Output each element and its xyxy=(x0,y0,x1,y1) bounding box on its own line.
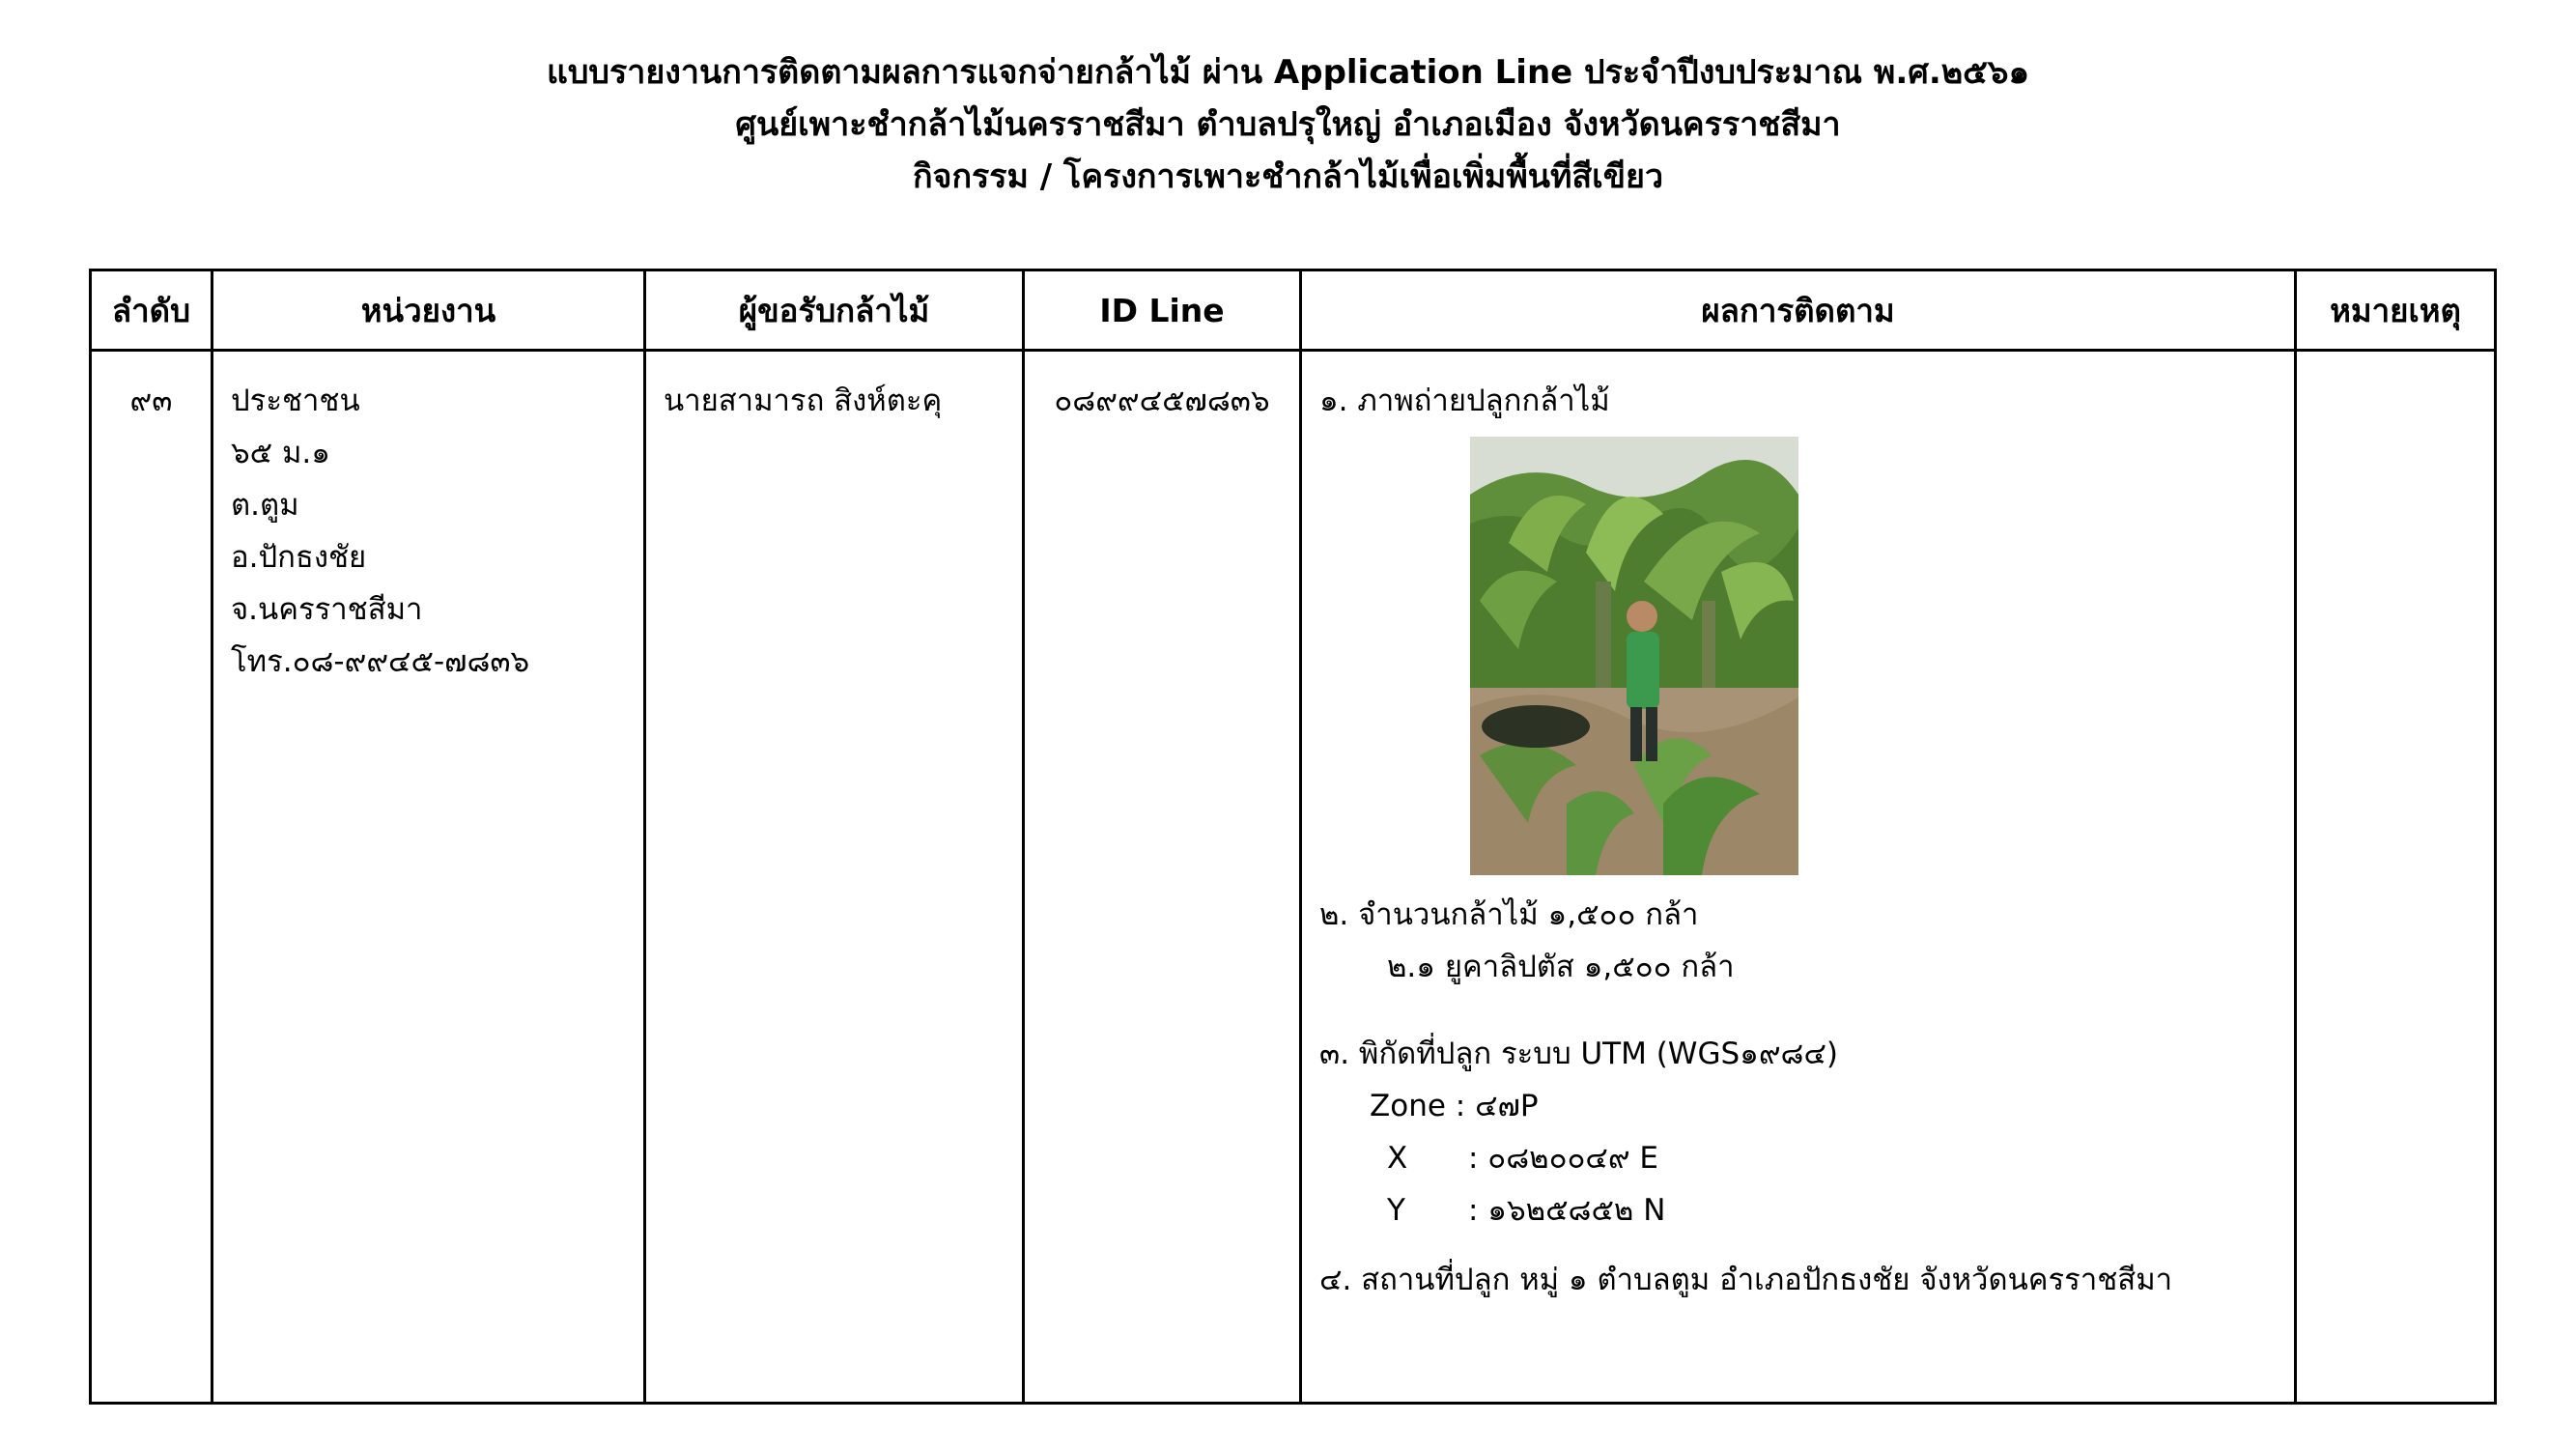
report-header xyxy=(0,46,2576,203)
cell-result xyxy=(1301,351,2296,1404)
table-header-row xyxy=(91,270,2496,351)
result-utm-zone: Zone : ๔๗P xyxy=(1370,1089,1539,1123)
result-item-location: ๔. สถานที่ปลูก หมู่ ๑ ตำบลตูม อำเภอปักธงชัย จังหวัดนครราชสีมา xyxy=(1319,1263,2173,1297)
col-header-id-line: ID Line xyxy=(1024,270,1301,351)
col-header-result: ผลการติดตาม xyxy=(1301,270,2296,351)
result-item-coordinates: ๓. พิกัดที่ปลูก ระบบ UTM (WGS๑๙๘๔) xyxy=(1319,1037,1839,1071)
cell-remark xyxy=(2296,351,2496,1404)
report-center-name: ศูนย์เพาะชำกล้าไม้นครราชสีมา ตำบลปรุใหญ่ อำเภอเมือง จังหวัดนครราชสีมา xyxy=(735,105,1841,144)
utm-x-value: : ๐๘๒๐๐๔๙ E xyxy=(1468,1141,1659,1176)
col-header-order: ลำดับ xyxy=(91,270,212,351)
report-title: แบบรายงานการติดตามผลการแจกจ่ายกล้าไม้ ผ่าน Application Line ประจำปีงบประมาณ พ.ศ.๒๕๖๑ xyxy=(546,53,2030,92)
col-header-unit: หน่วยงาน xyxy=(212,270,645,351)
table-row xyxy=(91,351,2496,1404)
unit-line: จ.นครราชสีมา xyxy=(231,592,423,627)
planting-photo xyxy=(1470,437,1798,875)
utm-x-label: X xyxy=(1387,1141,1408,1176)
result-utm-y xyxy=(1319,1184,2277,1236)
result-item-seedling-count: ๒. จำนวนกล้าไม้ ๑,๕๐๐ กล้า xyxy=(1319,897,1699,932)
cell-unit xyxy=(212,351,645,1404)
unit-line: ๖๕ ม.๑ xyxy=(231,436,330,470)
result-item-photo-label: ๑. ภาพถ่ายปลูกกล้าไม้ xyxy=(1319,384,1610,418)
report-activity: กิจกรรม / โครงการเพาะชำกล้าไม้เพื่อเพิ่มพื้นที่สีเขียว xyxy=(912,157,1664,196)
cell-order: ๙๓ xyxy=(91,351,212,1404)
report-table xyxy=(89,269,2497,1405)
result-item-species: ๒.๑ ยูคาลิปตัส ๑,๕๐๐ กล้า xyxy=(1387,950,1735,984)
utm-y-value: : ๑๖๒๕๘๕๒ N xyxy=(1468,1193,1666,1228)
unit-line: อ.ปักธงชัย xyxy=(231,540,367,575)
unit-line: ต.ตูม xyxy=(231,488,299,523)
col-header-recipient: ผู้ขอรับกล้าไม้ xyxy=(645,270,1024,351)
unit-line: ประชาชน xyxy=(231,384,360,418)
cell-recipient: นายสามารถ สิงห์ตะคุ xyxy=(645,351,1024,1404)
col-header-remark: หมายเหตุ xyxy=(2296,270,2496,351)
cell-id-line: ๐๘๙๙๔๕๗๘๓๖ xyxy=(1024,351,1301,1404)
result-utm-x xyxy=(1319,1132,2277,1184)
unit-phone: โทร.๐๘-๙๙๔๕-๗๘๓๖ xyxy=(231,644,530,679)
utm-y-label: Y xyxy=(1387,1193,1405,1228)
